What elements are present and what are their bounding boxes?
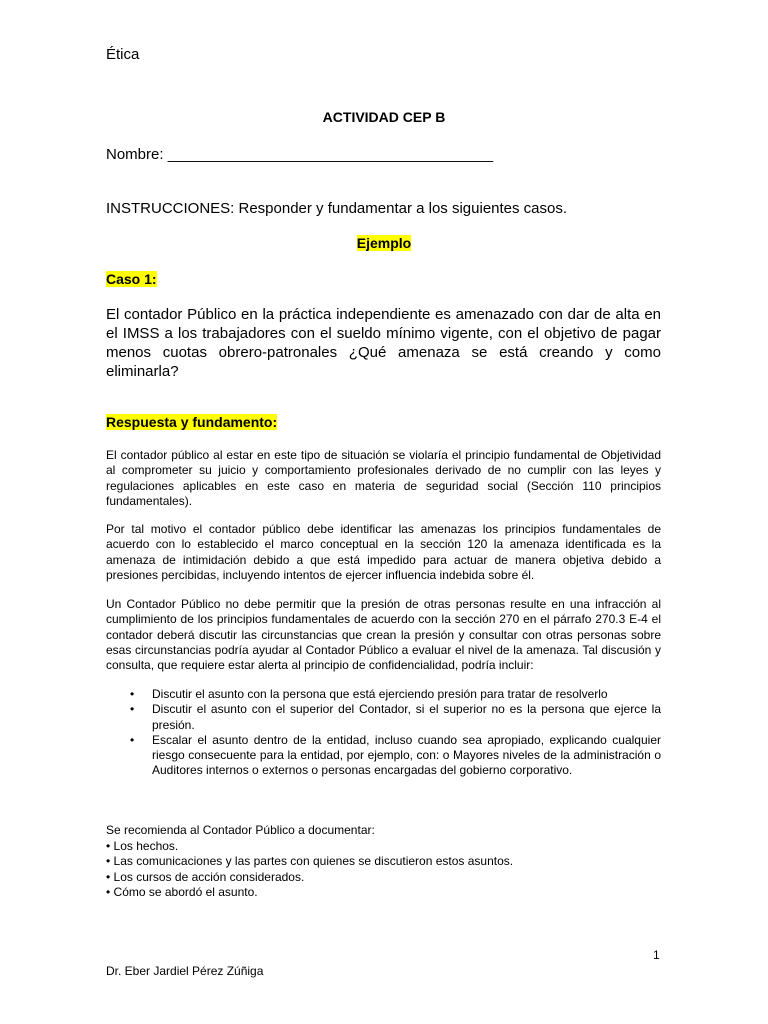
documentation-recommendation <box>106 823 661 901</box>
recommendation-item: • Los hechos. <box>106 838 179 853</box>
recommendation-intro: Se recomienda al Contador Público a documentar: <box>106 823 375 837</box>
name-label: Nombre: <box>106 146 164 163</box>
bullet-icon: • <box>130 732 135 747</box>
list-item-text: Discutir el asunto con el superior del Contador, si el superior no es la persona que ejerce la presión. <box>152 702 661 732</box>
answer-heading: Respuesta y fundamento: <box>106 414 278 430</box>
consultation-list <box>106 687 661 779</box>
answer-paragraph: El contador público al estar en este tipo de situación se violaría el principio fundamental de Objetividad al comprometer su juicio y comportamiento profesionales derivado de no cumplir con las leyes y regulaciones aplicables en este caso en materia de seguridad social (Sección 110 principios fundamentales). <box>106 448 661 508</box>
name-blank-line: _______________________________________ <box>167 146 494 163</box>
list-item <box>106 687 661 702</box>
case-heading-wrap <box>106 271 157 287</box>
recommendation-item: • Los cursos de acción considerados. <box>106 869 305 884</box>
example-heading-wrap <box>0 235 768 253</box>
name-field <box>106 146 493 163</box>
list-item <box>106 702 661 733</box>
document-header: Ética <box>106 46 140 63</box>
answer-paragraph: Por tal motivo el contador público debe identificar las amenazas los principios fundamentales de acuerdo con lo establecido el marco conceptual en la sección 120 la amenaza identificada es la amenaza de intimidación debido a que está impedido para actuar de manera objetiva debido a presiones percibidas, incluyendo intentos de ejercer influencia indebida sobre él. <box>106 522 661 582</box>
document-footer: Dr. Eber Jardiel Pérez Zúñiga <box>106 964 264 978</box>
instructions: INSTRUCCIONES: Responder y fundamentar a los siguientes casos. <box>106 200 568 217</box>
recommendation-item: • Las comunicaciones y las partes con quienes se discutieron estos asuntos. <box>106 854 514 868</box>
case-heading: Caso 1: <box>106 271 157 287</box>
list-item-text: Discutir el asunto con la persona que está ejerciendo presión para tratar de resolverlo <box>152 687 608 701</box>
case-text: El contador Público en la práctica independiente es amenazado con dar de alta en el IMSS a los trabajadores con el sueldo mínimo vigente, con el objetivo de pagar menos cuotas obrero-patronales ¿Qué amenaza se está creando y como eliminarla? <box>106 306 661 380</box>
bullet-icon: • <box>130 687 135 701</box>
list-item <box>106 733 661 779</box>
page-number: 1 <box>653 948 660 962</box>
bullet-icon: • <box>130 702 135 717</box>
recommendation-item: • Cómo se abordó el asunto. <box>106 885 258 899</box>
answer-paragraph: Un Contador Público no debe permitir que la presión de otras personas resulte en una infracción al cumplimiento de los principios fundamentales de acuerdo con la sección 270 en el párrafo 270.3 E-4 el contador deberá discutir las circunstancias que crean la presión y consultar con otras personas sobre esas circunstancias podría ayudar al Contador Público a evaluar el nivel de la amenaza. Tal discusión y consulta, que requiere estar alerta al principio de confidencialidad, podría incluir: <box>106 597 661 673</box>
list-item-text: Escalar el asunto dentro de la entidad, incluso cuando sea apropiado, explicando cualquier riesgo consecuente para la entidad, por ejemplo, con: o Mayores niveles de la administración o Auditores internos o externos o personas encargadas del gobierno corporativo. <box>152 732 661 778</box>
answer-heading-wrap <box>106 414 277 430</box>
document-title: ACTIVIDAD CEP B <box>322 109 446 125</box>
example-heading: Ejemplo <box>356 235 412 251</box>
